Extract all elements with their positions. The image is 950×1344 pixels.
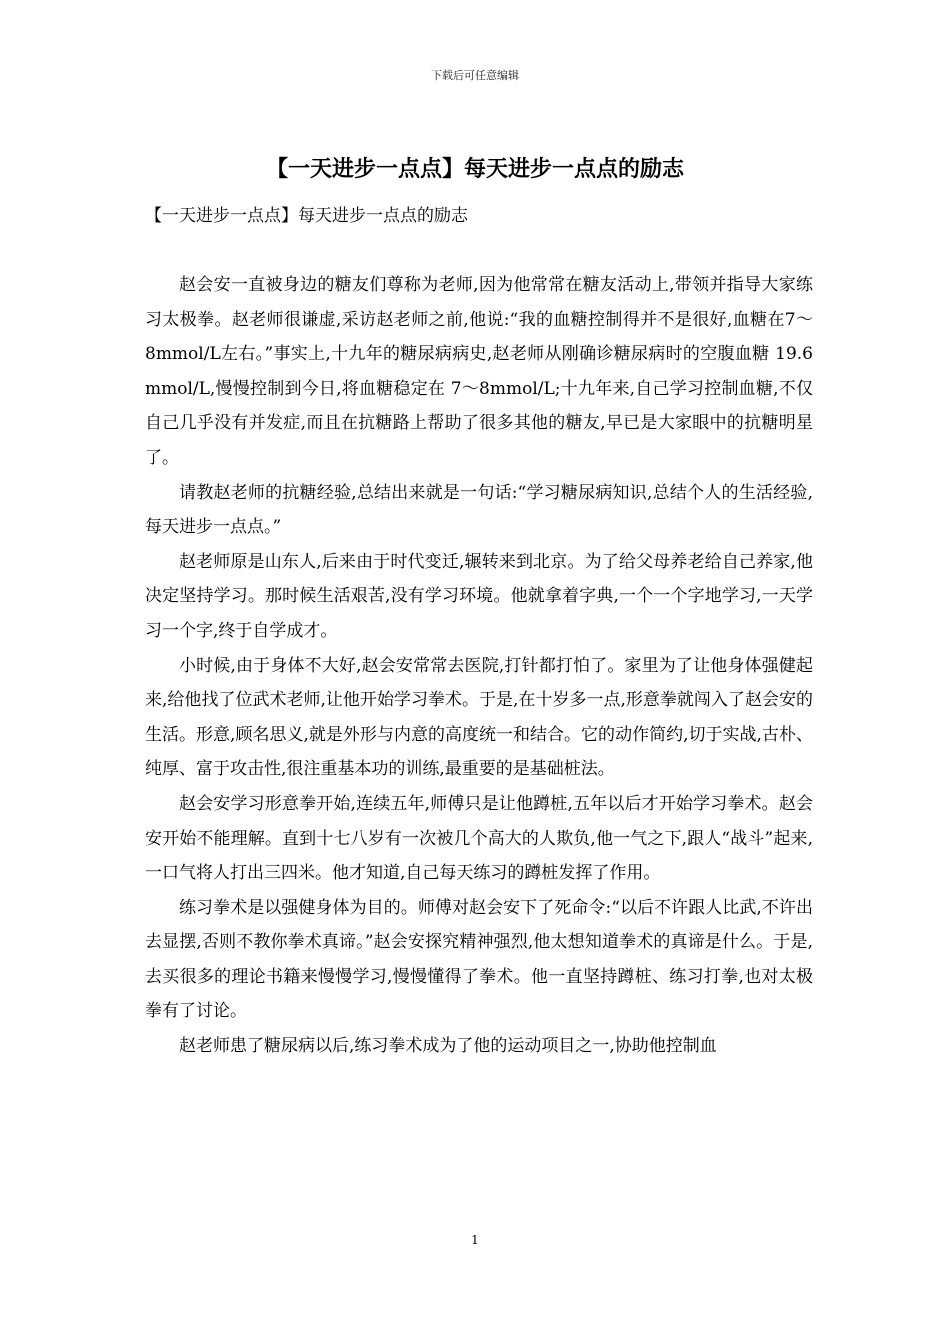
page-number: 1 [471,1233,479,1247]
paragraph: 请教赵老师的抗糖经验,总结出来就是一句话:“学习糖尿病知识,总结个人的生活经验,每天进步一点点。” [145,482,813,538]
paragraph: 赵会安学习形意拳开始,连续五年,师傅只是让他蹲桩,五年以后才开始学习拳术。赵会安开始不能理解。直到十七八岁有一次被几个高大的人欺负,他一气之下,跟人“战斗”起来,一口气将人打出三四米。他才知道,自己每天练习的蹲桩发挥了作用。 [145,793,813,884]
paragraph: 赵老师患了糖尿病以后,练习拳术成为了他的运动项目之一,协助他控制血 [179,1036,717,1057]
paragraph: 小时候,由于身体不大好,赵会安常常去医院,打针都打怕了。家里为了让他身体强健起来,给他找了位武术老师,让他开始学习拳术。于是,在十岁多一点,形意拳就闯入了赵会安的生活。形意,顾名思义,就是外形与内意的高度统一和结合。它的动作简约,切于实战,古朴、纯厚、富于攻击性,很注重基本功的训练,最重要的是基础桩法。 [145,655,813,780]
paragraph: 赵会安一直被身边的糖友们尊称为老师,因为他常常在糖友活动上,带领并指导大家练习太极拳。赵老师很谦虚,采访赵老师之前,他说:“我的血糖控制得并不是很好,血糖在7～8mmol/L左右。”事实上,十九年的糖尿病病史,赵老师从刚确诊糖尿病时的空腹血糖 19.6 mmol/L,慢慢控制到今日,将血糖稳定在 7～8mmol/L;十九年来,自己学习控制血糖,不仅自己几乎没有并发症,而且在抗糖路上帮助了很多其他的糖友,早已是大家眼中的抗糖明星了。 [145,275,813,468]
document-title: 【一天进步一点点】每天进步一点点的励志 [265,157,684,182]
header-note: 下载后可任意编辑 [431,69,519,82]
document-body [145,268,813,1064]
paragraph: 练习拳术是以强健身体为目的。师傅对赵会安下了死命令:“以后不许跟人比武,不许出去显摆,否则不教你拳术真谛。”赵会安探究精神强烈,他太想知道拳术的真谛是什么。于是,去买很多的理论书籍来慢慢学习,慢慢懂得了拳术。他一直坚持蹲桩、练习打拳,也对太极拳有了讨论。 [145,897,813,1022]
document-subtitle: 【一天进步一点点】每天进步一点点的励志 [145,206,468,226]
paragraph: 赵老师原是山东人,后来由于时代变迁,辗转来到北京。为了给父母养老给自己养家,他决定坚持学习。那时候生活艰苦,没有学习环境。他就拿着字典,一个一个字地学习,一天学习一个字,终于自学成才。 [145,551,813,641]
